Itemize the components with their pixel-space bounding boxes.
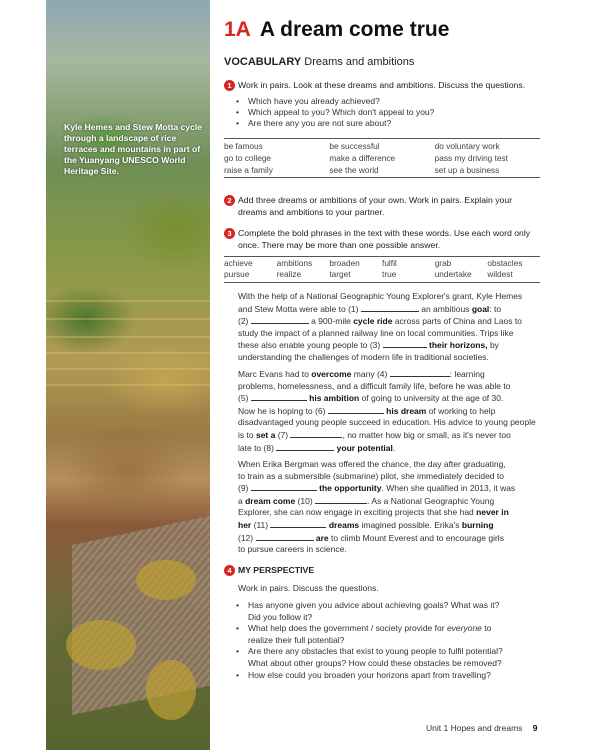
- phrase-table: [224, 138, 540, 178]
- page-title: [224, 18, 449, 42]
- list-item: • Which appeal to you? Which don't appeal to you?: [234, 107, 434, 118]
- exercise-instruction: Work in pairs. Look at these dreams and ambitions. Discuss the questions.: [238, 80, 526, 90]
- table-row: achieve ambitions broaden fulfil grab obstacles: [224, 258, 523, 268]
- gap-blank: [256, 532, 314, 541]
- exercise-number: 4: [224, 565, 235, 576]
- gap-blank: [276, 442, 334, 451]
- table-row: pursue realize target true undertake wildest: [224, 269, 513, 280]
- list-item: • Are there any obstacles that exist to young people to fulfil potential? What about other groups? How could these obstacles be removed?: [234, 646, 503, 669]
- gap-blank: [251, 315, 309, 324]
- cover-photo: [46, 0, 210, 750]
- text-paragraph-3: When Erika Bergman was offered the chance, the day after graduating, to train as a submersible (submarine) pilot, she immediately decided to (9) the opportunity. When she qualified in 2013, it was a dream come (10) . As a National Geographic Young Explorer, she can now engage in exciting projects that she had never in her (11) dreams imagined possible. Erika's burning (12) are to climb Mount Everest and to encourage girls to pursue careers in science.: [238, 459, 516, 555]
- gap-blank: [251, 482, 317, 491]
- word-box: [224, 256, 540, 283]
- vocabulary-heading: VOCABULARY Dreams and ambitions: [224, 56, 415, 68]
- gap-blank: [315, 495, 367, 504]
- list-item: • Are there any you are not sure about?: [234, 118, 434, 129]
- lesson-title: A dream come true: [259, 18, 450, 41]
- table-row: raise a family see the world set up a business: [224, 165, 500, 175]
- gap-blank: [390, 368, 450, 377]
- gap-blank: [251, 392, 307, 401]
- page-footer: Unit 1 Hopes and dreams 9: [426, 723, 538, 733]
- exercise-1-questions: [234, 96, 434, 130]
- table-row: go to college make a difference pass my driving test: [224, 153, 508, 163]
- exercise-number: 3: [224, 228, 235, 239]
- text-paragraph-1: With the help of a National Geographic Young Explorer's grant, Kyle Hemes and Stew Motta were able to (1) an ambitious goal: to (2) a 900-mile cycle ride across parts of China and Laos to study the impact of a planned railway line on local communities. Trips like these also enable young people to (3) their horizons, by understanding the challenges of modern life in traditional societies.: [238, 291, 523, 362]
- exercise-4-questions: [234, 600, 503, 681]
- gap-blank: [290, 429, 342, 438]
- list-item: • Has anyone given you advice about achieving goals? What was it? Did you follow it?: [234, 600, 503, 623]
- text-paragraph-2: Marc Evans had to overcome many (4) : learning problems, homelessness, and a difficult family life, before he was able to (5) his ambition of going to university at the age of 30. Now he is hoping to (6) his dream of working to help disadvantaged young people succeed in education. His advice to young people is to set a (7) , no matter how big or small, as it's never too late to (8) your potential.: [238, 369, 536, 453]
- gap-blank: [328, 405, 384, 414]
- exercise-number: 2: [224, 195, 235, 206]
- unit-code: 1A: [224, 18, 251, 41]
- list-item: • Which have you already achieved?: [234, 96, 434, 107]
- my-perspective-heading: MY PERSPECTIVE: [238, 565, 315, 575]
- photo-caption: Kyle Hemes and Stew Motta cycle through a landscape of rice terraces and mountains in part of the Yuanyang UNESCO World Heritage Site.: [64, 122, 203, 176]
- page-number: 9: [532, 723, 538, 733]
- gap-blank: [361, 303, 419, 312]
- gap-blank: [383, 339, 427, 348]
- table-row: be famous be successful do voluntary work: [224, 141, 500, 151]
- list-item: • What help does the government / society provide for everyone to realize their full potential?: [234, 623, 503, 646]
- list-item: • How else could you broaden your horizons apart from travelling?: [234, 670, 503, 682]
- exercise-4-instruction: Work in pairs. Discuss the questions.: [238, 583, 379, 593]
- exercise-number: 1: [224, 80, 235, 91]
- gap-blank: [270, 519, 326, 528]
